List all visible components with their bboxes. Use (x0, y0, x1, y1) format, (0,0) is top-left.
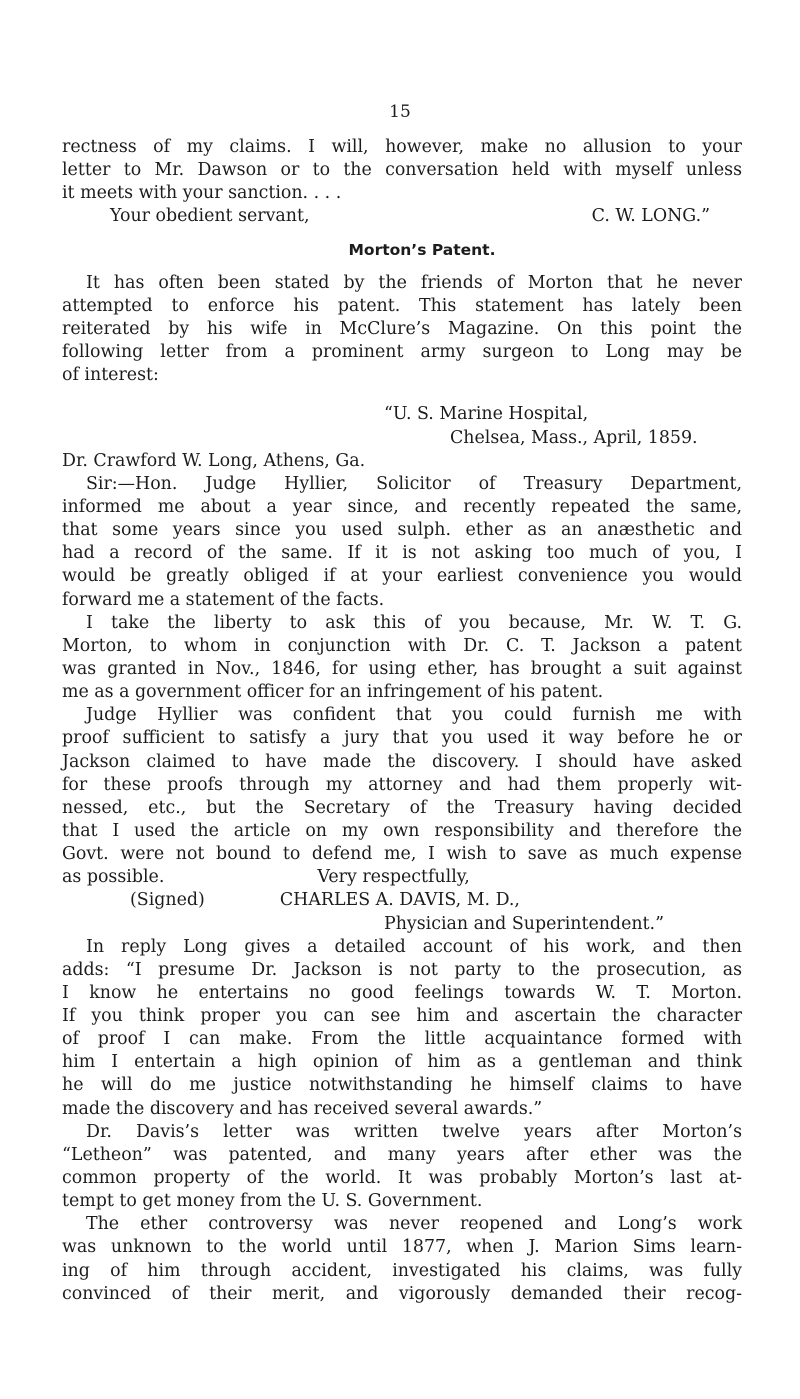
letter-heading-institution: “U. S. Marine Hospital, (384, 404, 589, 425)
text-line: reiterated by his wife in McClure’s Magazine. On this point the (62, 318, 742, 339)
text-line: Jackson claimed to have made the discovery. I should have asked (62, 751, 742, 772)
text-line: of interest: (62, 365, 159, 386)
text-line: proof sufficient to satisfy a jury that you used it way before he or (62, 728, 742, 749)
long-signature-line (62, 205, 742, 228)
paragraph-davis-letter-1 (62, 473, 742, 612)
text-line: If you think proper you can see him and ascertain the character (62, 1006, 742, 1027)
closing-phrase: Very respectfully, (317, 867, 470, 888)
text-line: that some years since you used sulph. ether as an anæsthetic and (62, 520, 742, 541)
text-line: as possible. (62, 867, 165, 888)
text-line: me as a government officer for an infringement of his patent. (62, 682, 604, 703)
text-line: common property of the world. It was probably Morton’s last at- (62, 1168, 742, 1189)
text-line: for these proofs through my attorney and had them properly wit- (62, 774, 742, 795)
text-line: It has often been stated by the friends of Morton that he never (86, 272, 742, 293)
text-line: Morton, to whom in conjunction with Dr. C. T. Jackson a patent (62, 635, 742, 656)
text-line: he will do me justice notwithstanding he himself claims to have (62, 1075, 742, 1096)
text-line: In reply Long gives a detailed account of his work, and then (86, 936, 742, 957)
section-heading: Morton’s Patent. (348, 240, 496, 259)
text-line: of proof I can make. From the little acquaintance formed with (62, 1029, 742, 1050)
text-line: him I entertain a high opinion of him as a gentleman and think (62, 1052, 742, 1073)
signer-title: Physician and Superintendent.” (384, 913, 664, 934)
closing-phrase: Your obedient servant, (110, 206, 310, 227)
page-body (62, 136, 742, 1306)
text-line: made the discovery and has received several awards.” (62, 1098, 543, 1119)
page-number: 15 (389, 102, 411, 122)
text-line: Dr. Davis’s letter was written twelve years after Morton’s (86, 1121, 742, 1142)
text-line: would be greatly obliged if at your earliest convenience you would (62, 566, 742, 587)
text-line: had a record of the same. If it is not asking too much of you, I (62, 543, 742, 564)
text-line: tempt to get money from the U. S. Government. (62, 1191, 483, 1212)
davis-closing-line (62, 866, 742, 889)
letter-heading-date: Chelsea, Mass., April, 1859. (450, 427, 698, 448)
text-line: Govt. were not bound to defend me, I wish to save as much expense (62, 844, 742, 865)
text-line: informed me about a year since, and recently repeated the same, (62, 496, 742, 517)
text-line: was granted in Nov., 1846, for using ether, has brought a suit against (62, 658, 742, 679)
text-line: “Letheon” was patented, and many years after ether was the (62, 1144, 742, 1165)
text-line: it meets with your sanction. . . . (62, 183, 342, 204)
paragraph-long-reply (62, 936, 742, 1121)
text-line: adds: “I presume Dr. Jackson is not party to the prosecution, as (62, 959, 742, 980)
paragraph-davis-letter-2 (62, 612, 742, 705)
text-line: ing of him through accident, investigated his claims, was fully (62, 1260, 742, 1281)
text-line: Judge Hyllier was confident that you could furnish me with (86, 705, 742, 726)
paragraph-davis-letter-context (62, 1121, 742, 1214)
text-line: I know he entertains no good feelings towards W. T. Morton. (62, 982, 742, 1003)
signer-name: C. W. LONG.” (591, 206, 710, 227)
paragraph-davis-letter-3 (62, 704, 742, 935)
text-line: was unknown to the world until 1877, when J. Marion Sims learn- (62, 1237, 742, 1258)
text-line: attempted to enforce his patent. This statement has lately been (62, 295, 742, 316)
text-line: forward me a statement of the facts. (62, 589, 385, 610)
text-line: following letter from a prominent army surgeon to Long may be (62, 342, 742, 363)
text-line: I take the liberty to ask this of you because, Mr. W. T. G. (86, 612, 742, 633)
paragraph-ether-controversy (62, 1213, 742, 1306)
text-line: letter to Mr. Dawson or to the conversation held with myself unless (62, 160, 742, 181)
signed-label: (Signed) (130, 890, 205, 911)
signer-name: CHARLES A. DAVIS, M. D., (279, 890, 520, 911)
text-line: rectness of my claims. I will, however, make no allusion to your (62, 137, 742, 157)
text-line: that I used the article on my own responsibility and therefore the (62, 820, 742, 841)
davis-signature-line (62, 889, 742, 912)
letter-salutation: Dr. Crawford W. Long, Athens, Ga. (62, 450, 366, 471)
paragraph-morton-patent (62, 272, 742, 388)
text-line: Sir:—Hon. Judge Hyllier, Solicitor of Treasury Department, (86, 473, 742, 494)
paragraph-long-letter-end (62, 136, 742, 229)
text-line: convinced of their merit, and vigorously demanded their recog- (62, 1283, 742, 1304)
text-line: nessed, etc., but the Secretary of the Treasury having decided (62, 797, 742, 818)
text-line: The ether controversy was never reopened and Long’s work (86, 1214, 742, 1235)
